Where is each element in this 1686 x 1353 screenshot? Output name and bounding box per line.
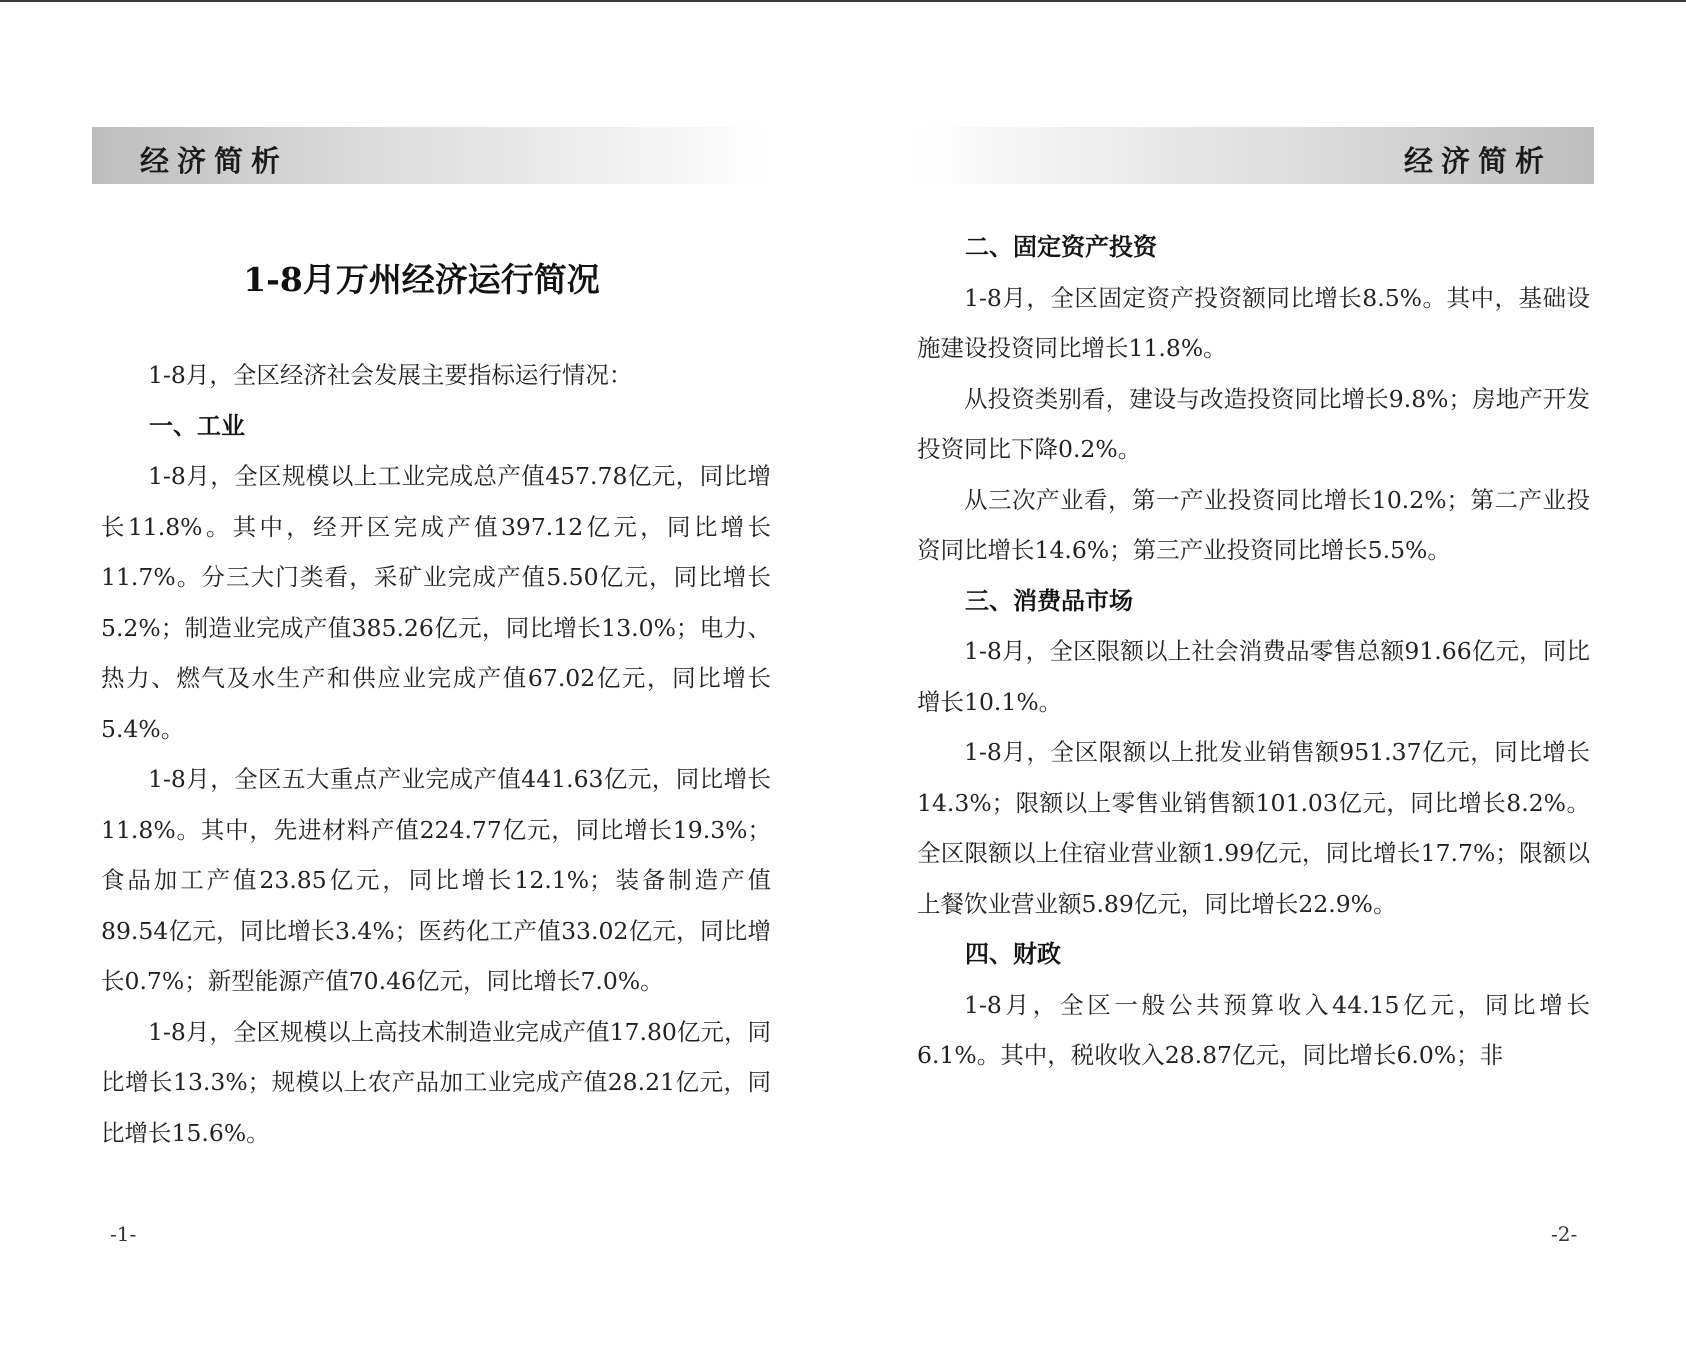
investment-paragraph-1: 1-8月，全区固定资产投资额同比增长8.5%。其中，基础设施建设投资同比增长11.8%。: [917, 283, 1590, 362]
left-body-text: [101, 350, 771, 1158]
investment-paragraph-2: 从投资类别看，建设与改造投资同比增长9.8%；房地产开发投资同比下降0.2%。: [917, 384, 1590, 463]
right-page-number: -2-: [1551, 1222, 1578, 1246]
left-header-band: [92, 127, 772, 184]
section-heading-investment: 二、固定资产投资: [965, 233, 1157, 261]
right-page: [843, 0, 1686, 1353]
right-header-title: 经济简析: [1403, 144, 1552, 178]
left-page-number: -1-: [110, 1222, 137, 1246]
industry-paragraph-1: 1-8月，全区规模以上工业完成总产值457.78亿元，同比增长11.8%。其中，经开区完成产值397.12亿元，同比增长11.7%。分三大门类看，采矿业完成产值5.50亿元，同比增长5.2%；制造业完成产值385.26亿元，同比增长13.0%；电力、热力、燃气及水生产和供应业完成产值67.02亿元，同比增长5.4%。: [101, 462, 771, 743]
left-header-title: 经济简析: [140, 144, 289, 178]
investment-paragraph-3: 从三次产业看，第一产业投资同比增长10.2%；第二产业投资同比增长14.6%；第三产业投资同比增长5.5%。: [917, 485, 1590, 564]
finance-paragraph-1: 1-8月，全区一般公共预算收入44.15亿元，同比增长6.1%。其中，税收收入28.87亿元，同比增长6.0%；非: [917, 990, 1590, 1069]
document-title: [0, 254, 843, 301]
consumer-paragraph-1: 1-8月，全区限额以上社会消费品零售总额91.66亿元，同比增长10.1%。: [917, 637, 1590, 716]
industry-paragraph-3: 1-8月，全区规模以上高技术制造业完成产值17.80亿元，同比增长13.3%；规模以上农产品加工业完成产值28.21亿元，同比增长15.6%。: [101, 1017, 771, 1147]
section-heading-industry: 一、工业: [149, 411, 245, 440]
intro-paragraph: 1-8月，全区经济社会发展主要指标运行情况：: [148, 361, 633, 389]
industry-paragraph-2: 1-8月，全区五大重点产业完成产值441.63亿元，同比增长11.8%。其中，先进材料产值224.77亿元，同比增长19.3%；食品加工产值23.85亿元，同比增长12.1%；装备制造产值89.54亿元，同比增长3.4%；医药化工产值33.02亿元，同比增长0.7%；新型能源产值70.46亿元，同比增长7.0%。: [101, 765, 771, 995]
section-heading-consumer: 三、消费品市场: [965, 586, 1133, 615]
document-title-text: 1-8月万州经济运行简况: [243, 260, 600, 299]
consumer-paragraph-2: 1-8月，全区限额以上批发业销售额951.37亿元，同比增长14.3%；限额以上零售业销售额101.03亿元，同比增长8.2%。全区限额以上住宿业营业额1.99亿元，同比增长17.7%；限额以上餐饮业营业额5.89亿元，同比增长22.9%。: [917, 738, 1590, 918]
section-heading-finance: 四、财政: [965, 940, 1061, 968]
right-body-text: [917, 222, 1590, 1081]
right-header-band: [913, 127, 1594, 184]
